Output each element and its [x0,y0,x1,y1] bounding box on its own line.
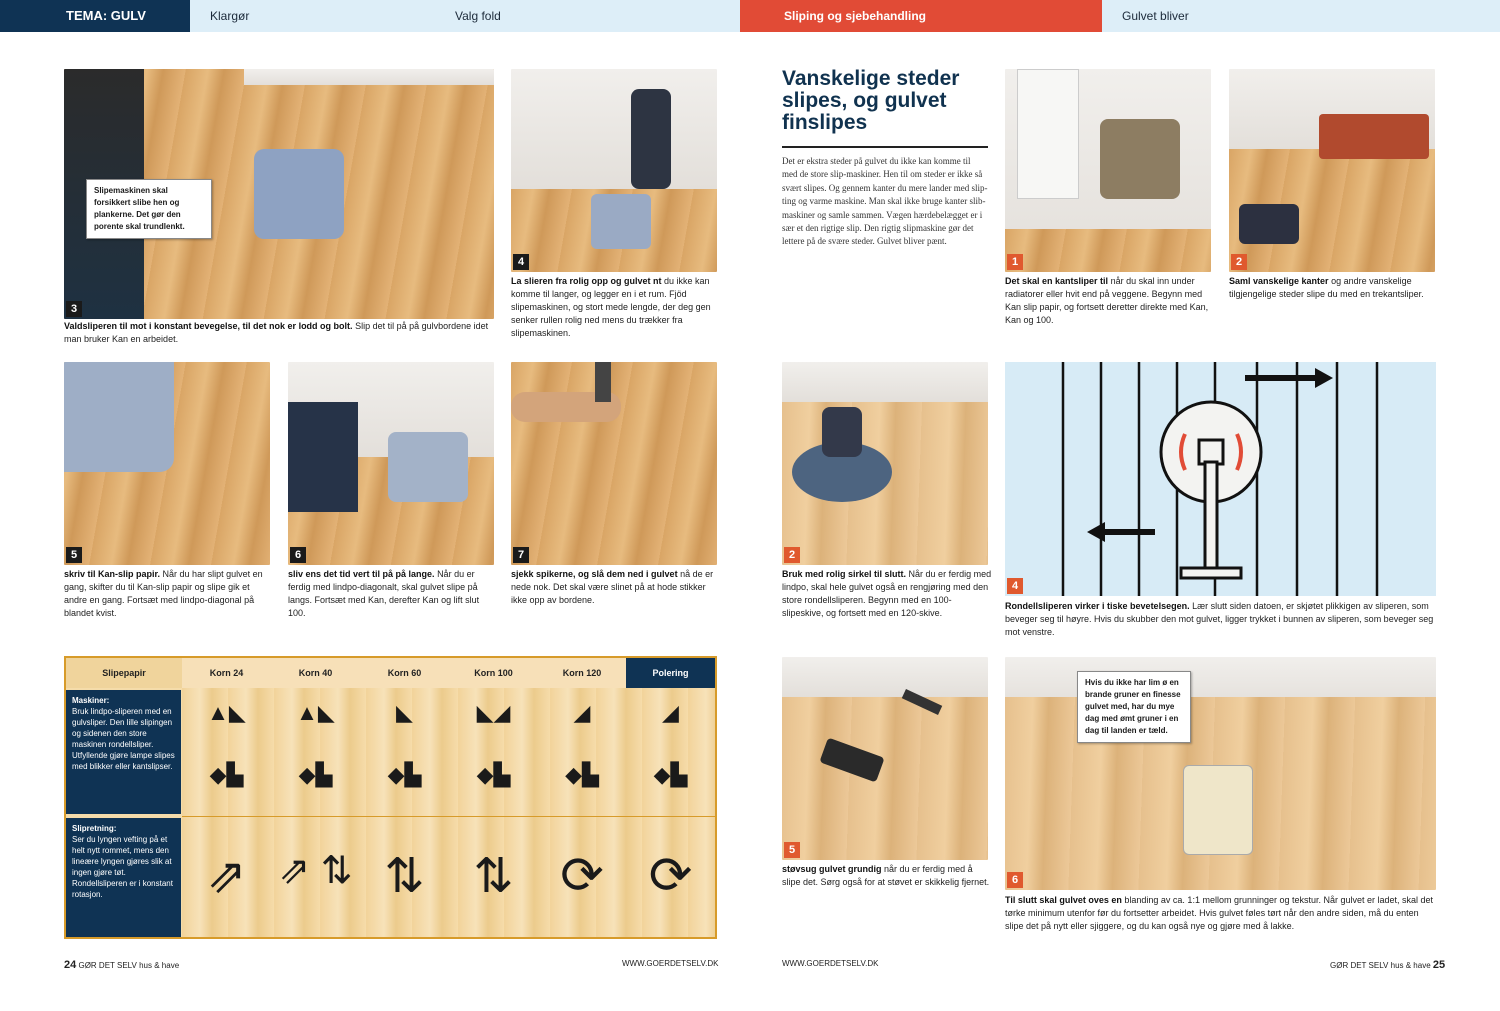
footer-url-right[interactable]: WWW.GOERDETSELV.DK [782,959,879,968]
caption-text: Når du er ferdig med lindpo, skal hele gulvet også en rengjøring med den store rondellsliperen. Begynn med en 100-slipeskive, og fortsett med en 120-skive. [782,569,992,618]
caption-step-4 [511,275,717,340]
page-number: 25 [1432,959,1446,971]
direction-arrow-icon: ⇅ [473,850,514,903]
caption-text: Når du er ferdig med lindpo-diagonalt, skal gulvet slipe på langs. Fortsæt med Kan, derefter Kan og lift slut 100. [288,569,480,618]
table-header-cell: Korn 100 [474,668,513,678]
photo-step-3 [64,69,494,319]
caption-bold: skriv til Kan-slip papir. [64,569,161,579]
rondell-diagram [1005,362,1436,596]
sanding-machine [388,432,468,502]
sanding-machine [64,362,174,472]
step-number: 2 [1231,254,1247,270]
nav-item-valg[interactable]: Valg fold [455,9,501,23]
caption-bold: sliv ens det tid vert til på på lange. [288,569,435,579]
step-number: 1 [1007,254,1023,270]
caption-bold: Det skal en kantsliper til [1005,276,1109,286]
row-title: Slipretning: [72,824,117,833]
intro-text: Det er ekstra steder på gulvet du ikke kan komme til med de store slip-maskiner. Hen til om steder er ikke så svært slipes. Og gennem kanter du mere lander med slip-ting og varme maskine. Man skal ikke bruge kanter slib-maskiner og samle sammen. Vægen hærdebelægget er i sær et den rigtige slip. Den rigtig slipmaskine gør det lettere på de svære steder. Gulvet bliver pænt. [782,156,988,247]
caption-bold: Valdsliperen til mot i konstant bevegelse, til det nok er lodd og bolt. [64,321,353,331]
direction-arrow-icon: ⇗ [206,850,247,903]
nav-item-active[interactable]: Sliping og sjebehandling [740,0,1102,32]
photo-step-2-rondell [782,362,988,565]
step-number: 4 [1007,578,1023,594]
section-tag: TEMA: GULV [0,0,190,32]
person-silhouette [631,89,671,189]
caption-step-4-diagram [1005,600,1437,639]
machine-icon: ◢ [573,700,591,725]
nav-item-gulvet[interactable]: Gulvet bliver [1122,9,1189,23]
edge-sander [1100,119,1180,199]
table-header-cell: Korn 60 [387,668,422,678]
table-row-label-machines [66,690,181,814]
direction-arrow-icon: ⇗ ⇅ [278,850,353,892]
caption-bold: Til slutt skal gulvet oves en [1005,895,1122,905]
machine-icon: ▲◣ [296,700,335,725]
magazine-issue: hus & have [1390,961,1431,970]
caption-text: nå de er nede nok. Det skal være slinet på at hode stikker ikke opp av bordene. [511,569,714,605]
machine-icon: ◆▙ [387,762,422,787]
table-body [182,688,715,937]
machine-icon: ◆▙ [653,762,688,787]
page-number: 24 [64,959,77,971]
step-number: 6 [1007,872,1023,888]
caption-step-2-rondell [782,568,992,620]
photo-step-2-edge [1229,69,1435,272]
article-headline: Vanskelige steder slipes, og gulvet finslipes [782,67,960,134]
caption-bold: Rondellsliperen virker i tiske bevetelsegen. [1005,601,1190,611]
table-row-label-direction [66,818,181,937]
step-number: 3 [66,301,82,317]
caption-bold: Saml vanskelige kanter [1229,276,1329,286]
step-number: 4 [513,254,529,270]
step-number: 5 [784,842,800,858]
caption-step-1 [1005,275,1215,327]
magazine-name: GØR DET SELV [1330,961,1389,970]
person-silhouette [288,402,358,512]
machine-icon: ◆▙ [298,762,333,787]
machine-icon: ◆▙ [565,762,599,787]
magazine-issue: hus & have [139,961,180,970]
photo-callout: Hvis du ikke har lim ø en brande gruner en finesse gulvet med, har du mye dag med ømt gruner i en dag til landen er tæld. [1077,671,1191,743]
caption-step-3 [64,320,494,346]
footer-url-left[interactable]: WWW.GOERDETSELV.DK [622,959,719,968]
photo-step-6 [288,362,494,565]
photo-step-7 [511,362,717,565]
rotation-icon: ⟳ [648,847,693,905]
machine-icon: ◣◢ [476,700,511,725]
caption-step-5-vacuum [782,863,992,889]
triangle-sander [1319,114,1429,159]
caption-text: når du skal inn under radiatorer eller hvit end på veggene. Begynn med Kan slip papir, og fortsett deretter direkte med Kan, Kan og 100. [1005,276,1209,325]
caption-bold: støvsug gulvet grundig [782,864,882,874]
table-header-cell: Polering [626,658,715,688]
caption-bold: La slieren fra rolig opp og gulvet nt [511,276,662,286]
row-title: Maskiner: [72,696,110,705]
table-header-cell: Slipepapir [66,658,182,688]
magazine-name: GØR DET SELV [78,961,137,970]
row-text: Ser du lyngen vefting på et helt nytt rommet, mens den lineære lyngen gjøres slik at ingen gjøre tøt. Rondellsliperen er i konstant rotasjon. [72,835,173,899]
oil-canister [1183,765,1253,855]
table-header-cell: Korn 24 [209,668,244,678]
row-text: Bruk lindpo-sliperen med en gulvsliper. Den lille slipingen og sidenen den store maskinen rondellsliper. Utfyllende gjøre lampe slipes med blikker eller kantslipser. [72,707,175,771]
footer-left [64,959,179,971]
direction-arrow-icon: ⇅ [384,850,425,903]
top-nav-bar [0,0,1500,32]
footer-right [1330,959,1445,971]
cloth [1239,204,1299,244]
machine-icon: ▲◣ [207,700,246,725]
nav-item-klargor[interactable]: Klargør [210,9,250,23]
caption-step-7 [511,568,717,607]
caption-bold: Bruk med rolig sirkel til slutt. [782,569,907,579]
caption-text: når du er ferdig med å slipe det. Sørg også for at støvet er skikkelig fjernet. [782,864,990,887]
caption-text: Når du har slipt gulvet en gang, skifter du til Kan-slip papir og slipe gik et andre en gang. Fortsæt med lindpo-diagonal på blandet kvist. [64,569,263,618]
caption-step-2-edge [1229,275,1439,301]
hammer [595,362,611,402]
step-number: 5 [66,547,82,563]
caption-text: Lær slutt siden datoen, er skjøtet plikkigen av sliperen, som beveger seg til høyre. Hvis du skubber den mot gulvet, ligger trykket i bunnen av sliperen, som beveger seg mot venstre. [1005,601,1434,637]
radiator [1017,69,1079,199]
caption-text: og andre vanskelige tilgjengelige steder slipe du med en trekantsliper. [1229,276,1424,299]
caption-step-6 [288,568,498,620]
photo-step-1 [1005,69,1211,272]
caption-step-6-oil [1005,894,1437,933]
machine-icon: ◢ [662,700,679,725]
machine-icon: ◣ [396,700,413,725]
table-header-cell: Korn 40 [298,668,333,678]
caption-text: blanding av ca. 1:1 mellom grunninger og tekstur. Når gulvet er ladet, skal det tørke minimum utenfor før du fortsetter arbeidet. Hvis gulvet føles tørt når den andre siden, må du enten slipe det på nytt eller sjiggere, og du kan også nye og gjøre med å lakke. [1005,895,1434,931]
photo-callout: Slipemaskinen skal forsikkert slibe hen og plankerne. Det gør den porente skal trundlenkt. [86,179,212,239]
caption-step-5 [64,568,274,620]
sanding-machine [254,149,344,239]
step-number: 6 [290,547,306,563]
photo-step-5 [64,362,270,565]
sandpaper-table [64,656,717,939]
photo-step-4 [511,69,717,272]
photo-step-5-vacuum [782,657,988,860]
rondell-motor [822,407,862,457]
machine-icon: ◆▙ [476,762,511,787]
step-number: 7 [513,547,529,563]
caption-bold: sjekk spikerne, og slå dem ned i gulvet [511,569,678,579]
caption-text: Slip det til på på gulvbordene idet man bruker Kan en arbeidet. [64,321,489,344]
step-number: 2 [784,547,800,563]
table-header-row [66,658,715,688]
photo-wall [244,69,494,85]
rotation-icon: ⟳ [560,847,604,905]
headline-rule [782,146,988,148]
rondell-diagram-svg [1005,362,1436,596]
caption-text: du ikke kan komme til langer, og legger en i et rum. Fjöd slipemaskinen, og stort mede lengde, der deg gen senker rullen rolig ned mens du trækker fra slipemaskinen. [511,276,711,338]
sanding-machine [591,194,651,249]
table-header-cell: Korn 120 [562,668,602,678]
photo-step-6-oil [1005,657,1436,890]
machine-icon: ◆▙ [209,762,244,787]
